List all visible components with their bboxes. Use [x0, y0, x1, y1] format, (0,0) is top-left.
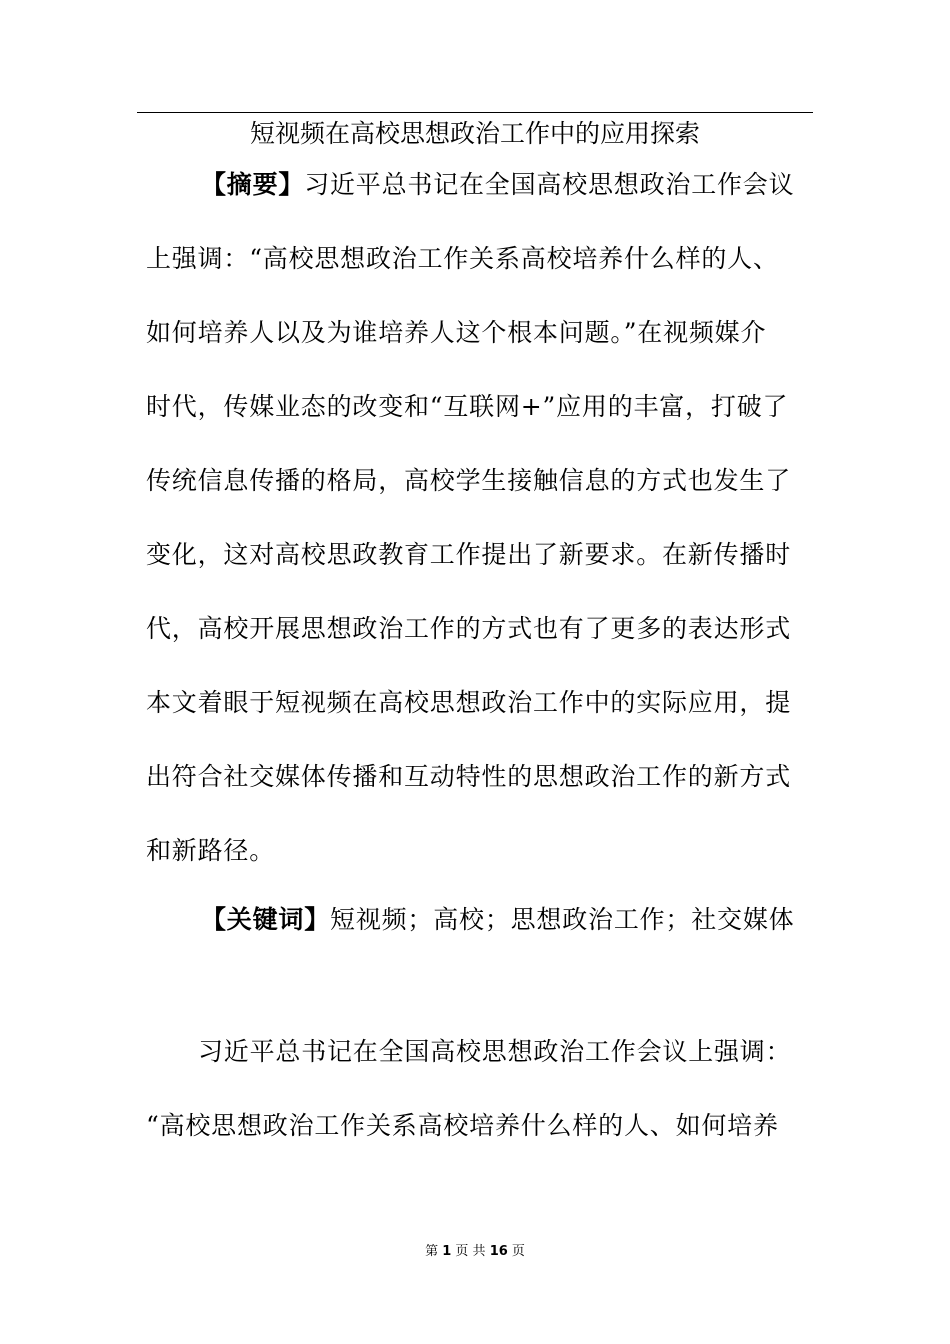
abstract-line: 如何培养人以及为谁培养人这个根本问题。”在视频媒介	[146, 318, 767, 347]
abstract-line: 代，高校开展思想政治工作的方式也有了更多的表达形式	[146, 614, 792, 643]
body-line: “高校思想政治工作关系高校培养什么样的人、如何培养	[146, 1111, 779, 1140]
header-rule	[137, 112, 813, 113]
abstract-first-line-text: 习近平总书记在全国高校思想政治工作会议	[304, 170, 795, 199]
footer-middle: 页 共	[455, 1244, 486, 1259]
abstract-line: 本文着眼于短视频在高校思想政治工作中的实际应用，提	[146, 688, 792, 717]
document-title: 短视频在高校思想政治工作中的应用探索	[249, 119, 700, 148]
body-line: 习近平总书记在全国高校思想政治工作会议上强调：	[198, 1037, 792, 1066]
footer-suffix: 页	[511, 1244, 525, 1259]
abstract-label: 【摘要】	[201, 170, 305, 199]
abstract-line: 时代，传媒业态的改变和“互联网+”应用的丰富，打破了	[146, 392, 789, 421]
current-page-number: 1	[442, 1244, 452, 1259]
footer-prefix: 第	[425, 1244, 439, 1259]
abstract-line: 和新路径。	[146, 836, 276, 865]
keywords-label: 【关键词】	[201, 905, 331, 934]
page-footer	[0, 1240, 950, 1264]
keywords-text: 短视频；高校；思想政治工作；社交媒体	[330, 905, 795, 934]
keywords-line	[201, 900, 816, 940]
abstract-line: 变化，这对高校思政教育工作提出了新要求。在新传播时	[146, 540, 792, 569]
abstract-first-line	[201, 165, 816, 205]
total-pages-number: 16	[489, 1244, 508, 1259]
abstract-line: 上强调：“高校思想政治工作关系高校培养什么样的人、	[146, 244, 779, 273]
abstract-line: 出符合社交媒体传播和互动特性的思想政治工作的新方式	[146, 762, 792, 791]
abstract-line: 传统信息传播的格局，高校学生接触信息的方式也发生了	[146, 466, 792, 495]
